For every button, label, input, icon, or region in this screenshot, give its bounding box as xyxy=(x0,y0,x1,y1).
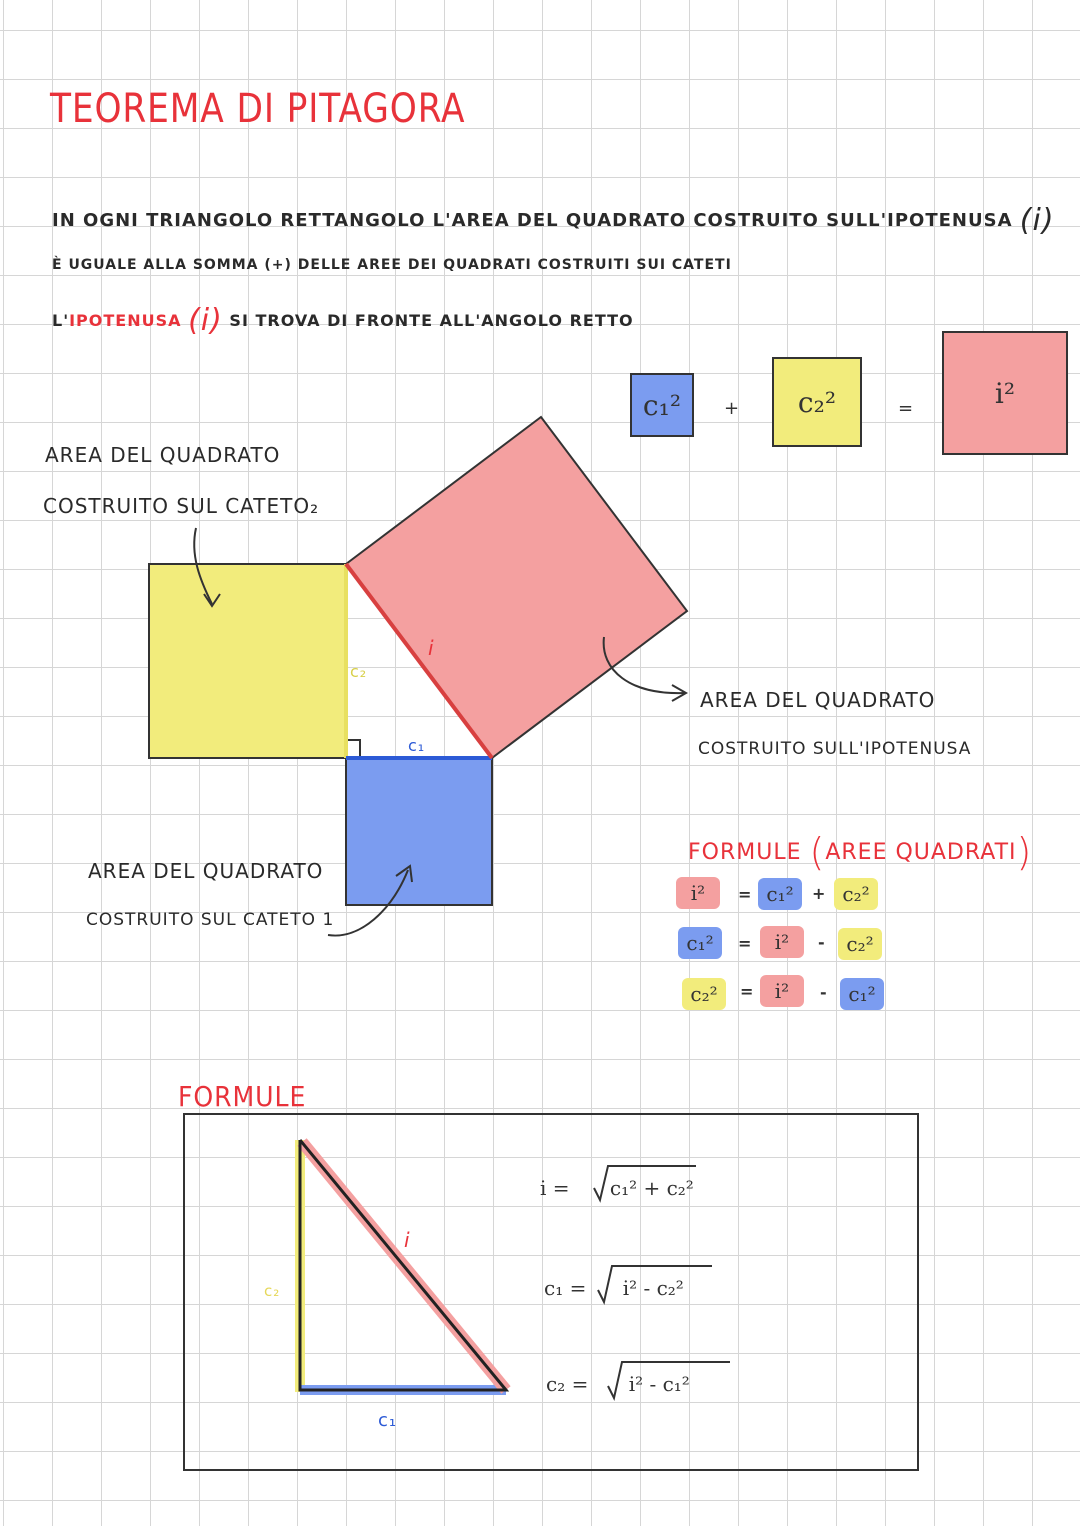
eq-equals: = xyxy=(898,398,914,419)
formula-row2-a: i² xyxy=(760,926,804,958)
formule-aree-title-text: FORMULE xyxy=(688,840,802,865)
square-cateto2 xyxy=(149,564,345,758)
label-area-ipotenusa-line1: AREA DEL QUADRATO xyxy=(700,688,936,712)
formula-row3-lhs: c₂² xyxy=(682,978,726,1010)
formule-aree-subtitle: AREE QUADRATI xyxy=(825,840,1017,865)
ipotenusa-word: IPOTENUSA xyxy=(69,311,182,330)
formula-c2-lhs: c₂ = xyxy=(546,1372,589,1396)
formula-row1-b: c₂² xyxy=(834,878,878,910)
formula-row3-a: i² xyxy=(760,975,804,1007)
page-title: TEOREMA DI PITAGORA xyxy=(50,86,466,132)
diagram-label-i: i xyxy=(428,636,435,660)
formula-row1-op1: = xyxy=(738,885,752,904)
formula-i-rad: c₁² + c₂² xyxy=(609,1176,694,1200)
label-area-cateto1-line2: COSTRUITO SUL CATETO 1 xyxy=(86,910,335,930)
formula-c1-rad: i² - c₂² xyxy=(622,1276,684,1300)
tri-label-i: i xyxy=(404,1228,411,1252)
diagram-label-c2: c₂ xyxy=(350,662,368,681)
tri-label-c2: c₂ xyxy=(264,1282,281,1300)
eq-term-c1: c₁² xyxy=(642,388,682,422)
formula-row2-b: c₂² xyxy=(838,928,882,960)
formula-i xyxy=(540,1176,694,1200)
eq-term-c2: c₂² xyxy=(797,385,837,419)
formula-row3-op2: - xyxy=(820,983,827,1002)
eq-plus: + xyxy=(724,398,740,419)
formula-row3-b: c₁² xyxy=(840,978,884,1010)
label-area-ipotenusa-line2: COSTRUITO SULL'IPOTENUSA xyxy=(698,739,972,759)
formula-row2-op2: - xyxy=(818,933,825,952)
formula-row1-op2: + xyxy=(812,884,826,903)
square-ipotenusa xyxy=(346,417,687,758)
formula-c2-rad: i² - c₁² xyxy=(628,1372,690,1396)
intro-line-1-text: IN OGNI TRIANGOLO RETTANGOLO L'AREA DEL QUADRATO COSTRUITO SULL'IPOTENUSA xyxy=(52,210,1013,231)
formule-aree-title: FORMULE (AREE QUADRATI) xyxy=(688,830,1033,874)
formula-c1 xyxy=(544,1276,684,1300)
formula-row2-op1: = xyxy=(738,934,752,953)
formula-c2 xyxy=(546,1372,690,1396)
right-angle-mark xyxy=(348,740,360,756)
diagram-label-c1: c₁ xyxy=(408,736,426,755)
formula-row2-lhs: c₁² xyxy=(678,927,722,959)
formula-row3-op1: = xyxy=(740,982,754,1001)
eq-term-i: i² xyxy=(994,376,1016,410)
formula-row1-a: c₁² xyxy=(758,878,802,910)
tri-label-c1: c₁ xyxy=(378,1410,398,1431)
formula-row1-lhs: i² xyxy=(676,877,720,909)
formule-title: FORMULE xyxy=(178,1080,307,1113)
square-cateto1 xyxy=(346,758,492,905)
intro-line-3-rest: SI TROVA DI FRONTE ALL'ANGOLO RETTO xyxy=(229,311,634,330)
label-area-cateto2-line2: COSTRUITO SUL CATETO₂ xyxy=(43,494,320,518)
intro-line-2: È UGUALE ALLA SOMMA (+) DELLE AREE DEI QUADRATI COSTRUITI SUI CATETI xyxy=(52,257,732,273)
formula-i-lhs: i = xyxy=(540,1176,570,1200)
label-area-cateto2-line1: AREA DEL QUADRATO xyxy=(45,443,281,467)
intro-line-3-prefix: L' xyxy=(52,311,70,330)
formula-c1-lhs: c₁ = xyxy=(544,1276,587,1300)
ipotenusa-symbol: (i) xyxy=(1019,203,1055,238)
ipotenusa-symbol-2: (i) xyxy=(188,303,223,338)
label-area-cateto1-line1: AREA DEL QUADRATO xyxy=(88,859,324,883)
